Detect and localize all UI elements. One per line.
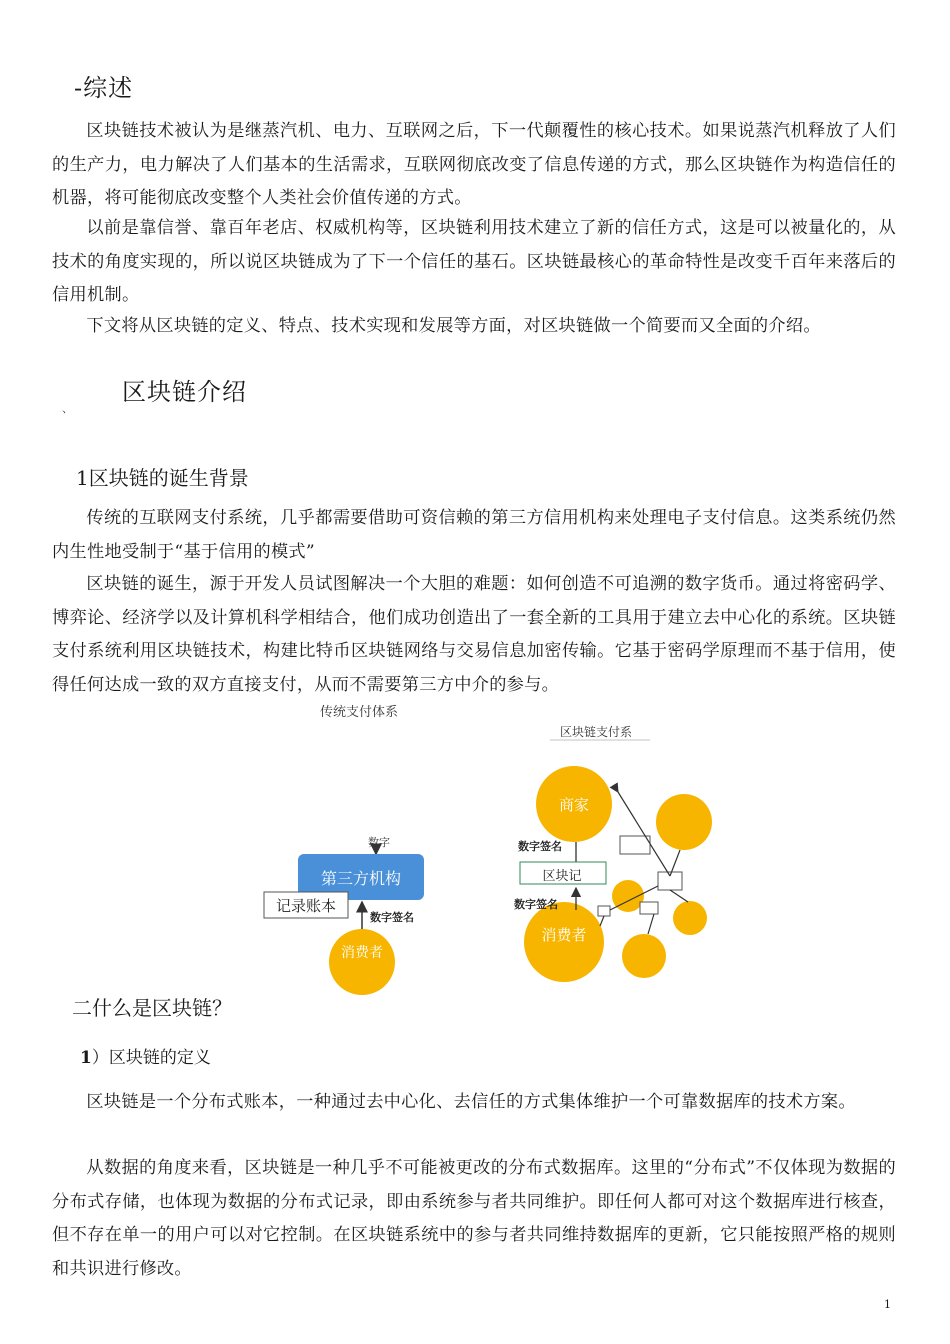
definition-paragraph-2: 从数据的角度来看，区块链是一种几乎不可能被更改的分布式数据库。这里的“分布式”不仅体现为数据的分布式存储，也体现为数据的分布式记录，即由系统参与者共同维护。即任何人都可对这个数据库进行核查，但不存在单一的用户可以对它控制。在区块链系统中的参与者共同维持数据库的更新，它只能按照严格的规则和共识进行修改。	[52, 1158, 896, 1279]
background-heading: 1区块链的诞生背景	[76, 466, 249, 490]
third-party-label: 第三方机构	[320, 869, 402, 888]
background-paragraph-2: 区块链的诞生，源于开发人员试图解决一个大胆的难题：如何创造不可追溯的数字货币。通过将密码学、博弈论、经济学以及计算机科学相结合，他们成功创造出了一套全新的工具用于建立去中心化的系统。区块链支付系统利用区块链技术，构建比特币区块链网络与交易信息加密传输。它基于密码学原理而不基于信用，使得任何达成一致的双方直接支付，从而不需要第三方中介的参与。	[52, 574, 896, 695]
block-small-1	[620, 836, 650, 854]
definition-number: 1	[80, 1048, 92, 1068]
page-number: 1	[884, 1298, 891, 1311]
definition-paragraph-1: 区块链是一个分布式账本，一种通过去中心化、去信任的方式集体维护一个可靠数据库的技术方案。	[86, 1092, 856, 1112]
connector-block-peer3	[670, 890, 688, 902]
background-paragraph-1: 传统的互联网支付系统，几乎都需要借助可资信赖的第三方信用机构来处理电子支付信息。这类系统仍然内生性地受制于“基于信用的模式”	[52, 508, 896, 562]
overview-paragraph-1: 区块链技术被认为是继蒸汽机、电力、互联网之后，下一代颠覆性的核心技术。如果说蒸汽机释放了人们的生产力，电力解决了人们基本的生活需求，互联网彻底改变了信息传递的方式，那么区块链作为构造信任的机器，将可能彻底改变整个人类社会价值传递的方式。	[52, 121, 896, 208]
peer-node-4	[622, 934, 666, 978]
left-top-label: 数字	[368, 836, 390, 849]
traditional-title: 传统支付体系	[320, 705, 399, 720]
connector-consumer-block	[600, 916, 604, 926]
payment-system-diagram	[250, 700, 750, 1000]
record-ledger-label: 记录账本	[275, 897, 337, 915]
overview-paragraph-3: 下文将从区块链的定义、特点、技术实现和发展等方面，对区块链做一个简要而又全面的介绍。	[86, 316, 821, 336]
definition-subheading	[80, 1048, 211, 1068]
left-consumer-label: 消费者	[341, 945, 383, 961]
left-digital-signature-label: 数字签名	[370, 911, 414, 924]
blockchain-title: 区块链支付系	[560, 725, 633, 739]
overview-heading: -综述	[74, 74, 134, 102]
right-digital-signature-bottom: 数字签名	[514, 898, 558, 911]
intro-marker: 、	[62, 402, 73, 415]
overview-paragraph-2: 以前是靠信誉、靠百年老店、权威机构等，区块链利用技术建立了新的信任方式，这是可以被量化的，从技术的角度实现的，所以说区块链成为了下一个信任的基石。区块链最核心的革命特性是改变千百年来落后的信用机制。	[52, 218, 896, 305]
connector-block-peer4	[648, 914, 654, 934]
merchant-label: 商家	[558, 796, 590, 814]
peer-node-1	[656, 794, 712, 850]
left-consumer-node	[329, 929, 395, 995]
block-record-label: 区块记	[542, 869, 582, 884]
definition-title: ）区块链的定义	[91, 1048, 211, 1068]
right-consumer-label: 消费者	[541, 926, 587, 944]
peer-node-3	[673, 901, 707, 935]
right-digital-signature-top: 数字签名	[518, 840, 562, 853]
intro-heading: 区块链介绍	[122, 378, 247, 406]
block-small-3	[640, 902, 658, 914]
what-is-heading: 二什么是区块链？	[72, 996, 232, 1020]
block-small-4	[598, 906, 610, 916]
